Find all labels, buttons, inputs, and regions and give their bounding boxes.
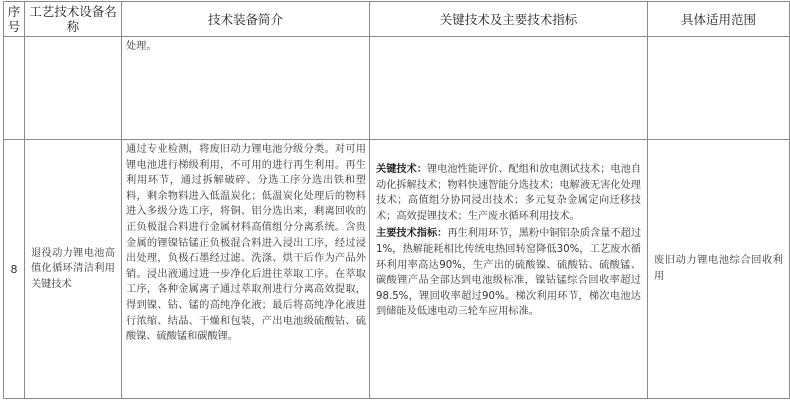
key-technology-paragraph — [376, 162, 641, 224]
cell-intro-continued: 处理。 — [122, 37, 370, 140]
header-serial-no: 序号 — [4, 2, 25, 37]
cell-application-scope: 废旧动力锂电池综合回收利用 — [648, 140, 790, 399]
cell-equipment-name: 退役动力锂电池高值化循环清洁利用关键技术 — [25, 140, 122, 399]
indicators-label: 主要技术指标： — [376, 228, 448, 240]
technology-table — [3, 1, 790, 399]
cell-no-empty — [4, 37, 25, 140]
cell-key-technology — [370, 140, 648, 399]
indicators-text: 再生利用环节，黑粉中铜铝杂质含量不超过1%，热解能耗相比传统电热回转窑降低30%，工艺废水循环利用率高达90%，生产出的硫酸镍、硫酸钴、硫酸锰、碳酸锂产品全部达到电池级标准，镍钴锰综合回收率超过98.5%，锂回收率超过90%。梯次利用环节，梯次电池达到储能及低速电动三轮车应用标准。 — [376, 228, 642, 318]
cell-introduction: 通过专业检测，将废旧动力锂电池分级分类。对可用锂电池进行梯级利用，不可用的进行再生利用。再生利用环节，通过拆解破碎、分选工序分选出铁和塑料，剩余物料进入低温炭化；低温炭化处理后的物料进入多级分选工序，将铜、铝分选出来，剩离回收的正负极混合料进行金属材料高值组分分离系统。含贵金属的锂镍钴锰正负极混合料进入浸出工序，经过浸出处理，负极石墨经过滤、洗涤、烘干后作为产品外销。浸出液通过进一步净化后进往萃取工序。在萃取工序，各种金属离子通过萃取剂进行分离高效提取，得到镍、钴、锰的高纯净化液；最后将高纯净化液进行浓缩、结晶、干燥和包装，产出电池级硫酸钴、硫酸镍、硫酸锰和碳酸锂。 — [122, 140, 370, 399]
key-technology-text: 锂电池性能评价、配组和放电测试技术；电池自动化拆解技术；物料快速智能分选技术；电解液无害化处理技术；高值组分协同浸出技术；多元复杂金属定向迁移技术；高效提锂技术；生产废水循环利用技术。 — [376, 164, 642, 222]
table-row-8 — [4, 140, 790, 399]
cell-key-empty — [370, 37, 648, 140]
cell-scope-empty — [648, 37, 790, 140]
header-equipment-name: 工艺技术设备名称 — [25, 2, 122, 37]
key-technology-label: 关键技术： — [376, 164, 427, 175]
table-row-continued — [4, 37, 790, 140]
indicators-paragraph — [376, 226, 641, 320]
cell-serial-no: 8 — [4, 140, 25, 399]
header-application-scope: 具体适用范围 — [648, 2, 790, 37]
cell-name-empty — [25, 37, 122, 140]
header-introduction: 技术装备简介 — [122, 2, 370, 37]
header-row — [4, 2, 790, 37]
header-key-technology: 关键技术及主要技术指标 — [370, 2, 648, 37]
